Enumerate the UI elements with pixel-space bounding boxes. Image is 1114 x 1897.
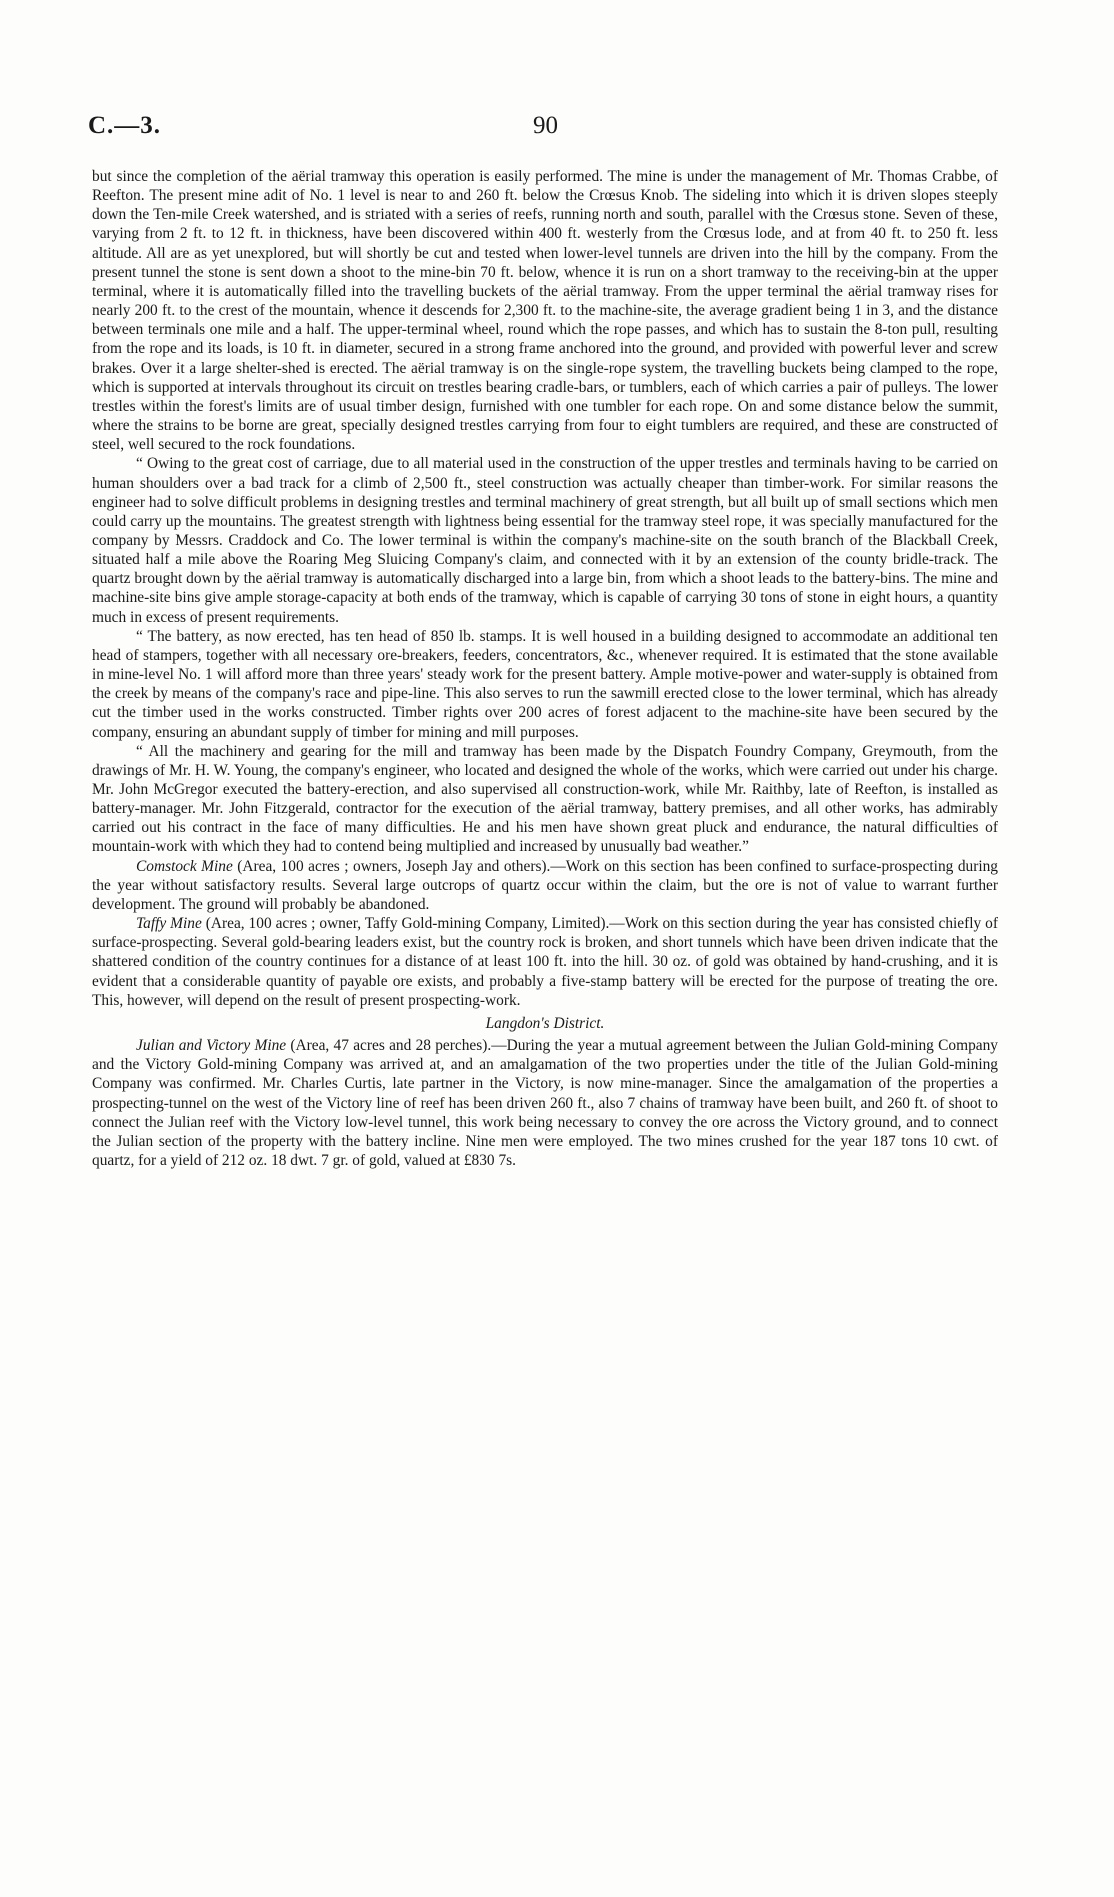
paragraph-battery: “ The battery, as now erected, has ten head of 850 lb. stamps. It is well housed in a building designed to accommodate an additional ten head of stampers, together with all necessary ore-breakers, feeders, concentrators, &c., whenever required. It is estimated that the stone available in mine-level No. 1 will afford more than three years' steady work for the present battery. Ample motive-power and water-supply is obtained from the creek by means of the company's race and pipe-line. This also serves to run the sawmill erected close to the lower terminal, which has already cut the timber used in the works constructed. Timber rights over 200 acres of forest adjacent to the machine-site have been secured by the company, ensuring an abundant supply of timber for mining and mill purposes.: [92, 627, 998, 741]
mine-name-comstock: Comstock Mine: [136, 857, 233, 875]
comstock-mine-text: (Area, 100 acres ; owners, Joseph Jay and others).—Work on this section has been confined to surface-prospecting during the year without satisfactory results. Several large outcrops of quartz occur within the claim, but the ore is not of value to warrant further development. The ground will probably be abandoned.: [92, 857, 998, 913]
section-heading-langdons-district: Langdon's District.: [485, 1014, 605, 1032]
page-header: [88, 112, 1003, 142]
paragraph-taffy-mine: [92, 914, 998, 1010]
paragraph-carriage-cost: “ Owing to the great cost of carriage, due to all material used in the construction of the upper trestles and terminals having to be carried on human shoulders over a bad track for a climb of 2,500 ft., steel construction was actually cheaper than timber-work. For similar reasons the engineer had to solve difficult problems in designing trestles and terminal machinery of great strength, but all built up of small sections which men could carry up the mountains. The greatest strength with lightness being essential for the tramway steel rope, it was specially manufactured for the company by Messrs. Craddock and Co. The lower terminal is within the company's machine-site on the south branch of the Blackball Creek, situated half a mile above the Roaring Meg Sluicing Company's claim, and connected with it by an extension of the county bridle-track. The quartz brought down by the aërial tramway is automatically discharged into a large bin, from which a shoot leads to the battery-bins. The mine and machine-site bins give ample storage-capacity at both ends of the tramway, which is capable of carrying 30 tons of stone in eight hours, a quantity much in excess of present requirements.: [92, 455, 998, 626]
julian-victory-mine-text: (Area, 47 acres and 28 perches).—During the year a mutual agreement between the Julian Gold-mining Company and the Victory Gold-mining Company was arrived at, and an amalgamation of the two properties under the title of the Julian Gold-mining Company was confirmed. Mr. Charles Curtis, late partner in the Victory, is now mine-manager. Since the amalgamation of the properties a prospecting-tunnel on the west of the Victory line of reef has been driven 260 ft., also 7 chains of tramway have been built, and 260 ft. of shoot to connect the Julian reef with the Victory low-level tunnel, this work being necessary to convey the ore across the Victory ground, and to connect the Julian section of the property with the battery incline. Nine men were employed. The two mines crushed for the year 187 tons 10 cwt. of quartz, for a yield of 212 oz. 18 dwt. 7 gr. of gold, valued at £830 7s.: [92, 1037, 998, 1169]
report-reference: C.—3.: [88, 112, 162, 139]
mine-name-taffy: Taffy Mine: [136, 915, 202, 933]
page-number: 90: [533, 112, 558, 139]
paragraph-machinery: “ All the machinery and gearing for the mill and tramway has been made by the Dispatch Foundry Company, Greymouth, from the drawings of Mr. H. W. Young, the company's engineer, who located and designed the whole of the works, which were carried out under his charge. Mr. John McGregor executed the battery-erection, and also supervised all construction-work, while Mr. Raithby, late of Reefton, is installed as battery-manager. Mr. John Fitzgerald, contractor for the execution of the aërial tramway, battery premises, and all other works, has admirably carried out his contract in the face of many difficulties. He and his men have shown great pluck and endurance, the natural difficulties of mountain-work with which they had to contend being multiplied and increased by unusually bad weather.”: [92, 742, 998, 856]
paragraph-comstock-mine: [92, 857, 998, 914]
paragraph-tramway-description: but since the completion of the aërial tramway this operation is easily performed. The mine is under the management of Mr. Thomas Crabbe, of Reefton. The present mine adit of No. 1 level is near to and 260 ft. below the Crœsus Knob. The sideling into which it is driven slopes steeply down the Ten-mile Creek watershed, and is striated with a series of reefs, running north and south, parallel with the Crœsus stone. Seven of these, varying from 2 ft. to 12 ft. in thickness, have been discovered within 400 ft. westerly from the Crœsus lode, and at from 40 ft. to 250 ft. less altitude. All are as yet unexplored, but will shortly be cut and tested when lower-level tunnels are driven into the hill by the company. From the present tunnel the stone is sent down a shoot to the mine-bin 70 ft. below, whence it is run on a short tramway to the receiving-bin at the upper terminal, where it is automatically filled into the travelling buckets of the aërial tramway. From the upper terminal the aërial tramway rises for nearly 200 ft. to the crest of the mountain, whence it descends for 2,300 ft. to the machine-site, the average gradient being 1 in 3, and the distance between terminals one mile and a half. The upper-terminal wheel, round which the rope passes, and which has to sustain the 8-ton pull, resulting from the rope and its loads, is 10 ft. in diameter, secured in a strong frame anchored into the ground, and provided with powerful lever and screw brakes. Over it a large shelter-shed is erected. The aërial tramway is on the single-rope system, the travelling buckets being clamped to the rope, which is supported at intervals throughout its circuit on trestles bearing cradle-bars, or tumblers, each of which carries a pair of pulleys. The lower trestles within the forest's limits are of usual timber design, furnished with one tumbler for each rope. On and some distance below the summit, where the strains to be borne are great, specially designed trestles carrying from four to eight tumblers are required, and these are constructed of steel, well secured to the rock foundations.: [92, 168, 998, 454]
mine-name-julian-victory: Julian and Victory Mine: [136, 1037, 287, 1055]
document-body: [92, 167, 998, 1170]
paragraph-julian-victory-mine: [92, 1036, 998, 1170]
taffy-mine-text: (Area, 100 acres ; owner, Taffy Gold-mining Company, Limited).—Work on this section during the year has consisted chiefly of surface-prospecting. Several gold-bearing leaders exist, but the country rock is broken, and short tunnels which have been driven indicate that the shattered condition of the country continues for a distance of at least 100 ft. into the hill. 30 oz. of gold was obtained by hand-crushing, and it is evident that a considerable quantity of payable ore exists, and probably a five-stamp battery will be erected for the purpose of treating the ore. This, however, will depend on the result of present prospecting-work.: [92, 915, 998, 1009]
